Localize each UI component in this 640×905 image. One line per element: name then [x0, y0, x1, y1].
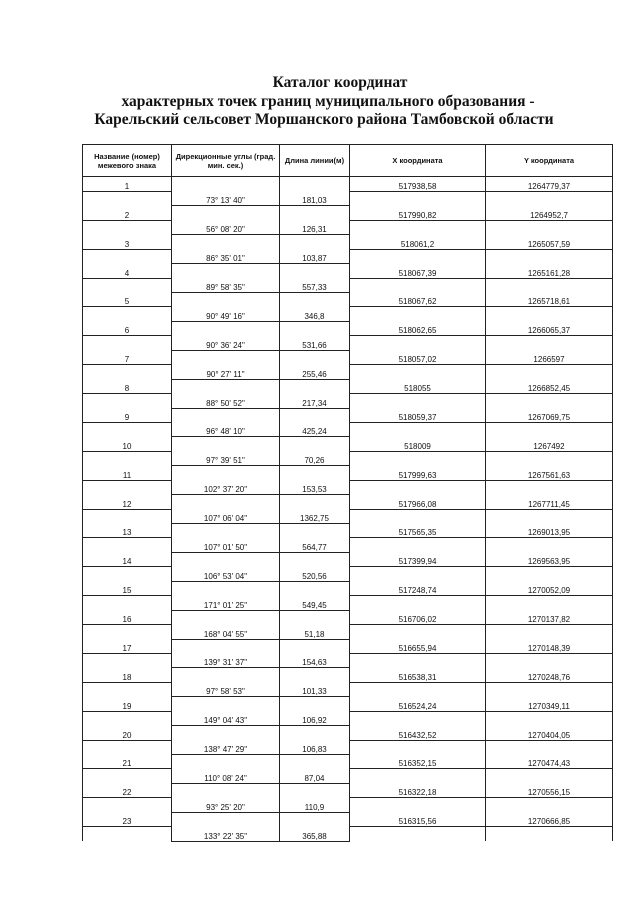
- empty-cell: [172, 235, 280, 249]
- table-row: [83, 408, 613, 422]
- line-length: 217,34: [280, 394, 350, 408]
- x-coordinate: 516524,24: [350, 697, 486, 711]
- empty-cell: [83, 365, 172, 379]
- empty-cell: [172, 293, 280, 307]
- y-coordinate: 1270349,11: [486, 697, 613, 711]
- header-y: Y координата: [486, 145, 613, 177]
- table-row: [83, 206, 613, 220]
- direction-angle: 107° 06' 04": [172, 509, 280, 523]
- empty-cell: [172, 726, 280, 740]
- y-coordinate: 1267711,45: [486, 495, 613, 509]
- y-coordinate: 1266852,45: [486, 379, 613, 393]
- point-name: 4: [83, 264, 172, 278]
- point-name: 18: [83, 668, 172, 682]
- direction-angle: 86° 35' 01": [172, 249, 280, 263]
- empty-cell: [486, 307, 613, 321]
- header-name: Название (номер) межевого знака: [83, 145, 172, 177]
- point-name: 14: [83, 552, 172, 566]
- empty-cell: [172, 379, 280, 393]
- empty-cell: [280, 783, 350, 797]
- y-coordinate: 1265057,59: [486, 235, 613, 249]
- line-length: 255,46: [280, 365, 350, 379]
- line-length: 87,04: [280, 769, 350, 783]
- x-coordinate: 517399,94: [350, 552, 486, 566]
- empty-cell: [350, 798, 486, 812]
- y-coordinate: 1270404,05: [486, 726, 613, 740]
- empty-cell: [350, 596, 486, 610]
- y-coordinate: 1267069,75: [486, 408, 613, 422]
- table-row: [83, 740, 613, 754]
- y-coordinate: 1270148,39: [486, 639, 613, 653]
- empty-cell: [350, 625, 486, 639]
- y-coordinate: 1270474,43: [486, 755, 613, 769]
- y-coordinate: 1266597: [486, 350, 613, 364]
- table-row: [83, 235, 613, 249]
- empty-cell: [83, 798, 172, 812]
- table-row: [83, 567, 613, 581]
- empty-cell: [350, 220, 486, 234]
- empty-cell: [350, 191, 486, 205]
- table-row: [83, 422, 613, 436]
- y-coordinate: 1265161,28: [486, 264, 613, 278]
- empty-cell: [172, 524, 280, 538]
- table-body: [83, 177, 613, 842]
- x-coordinate: 518061,2: [350, 235, 486, 249]
- empty-cell: [172, 350, 280, 364]
- empty-cell: [83, 191, 172, 205]
- y-coordinate: 1267492: [486, 437, 613, 451]
- empty-cell: [172, 552, 280, 566]
- point-name: 21: [83, 755, 172, 769]
- table-row: [83, 610, 613, 624]
- table-row: [83, 682, 613, 696]
- direction-angle: 89° 58' 35": [172, 278, 280, 292]
- empty-cell: [350, 769, 486, 783]
- empty-cell: [350, 336, 486, 350]
- table-row: [83, 451, 613, 465]
- empty-cell: [172, 581, 280, 595]
- empty-cell: [486, 278, 613, 292]
- table-row: [83, 755, 613, 769]
- direction-angle: 168° 04' 55": [172, 625, 280, 639]
- point-name: 3: [83, 235, 172, 249]
- direction-angle: 90° 49' 16": [172, 307, 280, 321]
- empty-cell: [172, 755, 280, 769]
- empty-cell: [486, 653, 613, 667]
- line-length: 425,24: [280, 422, 350, 436]
- empty-cell: [280, 697, 350, 711]
- line-length: 106,83: [280, 740, 350, 754]
- table-row: [83, 639, 613, 653]
- direction-angle: 133° 22' 35": [172, 827, 280, 841]
- x-coordinate: 518009: [350, 437, 486, 451]
- line-length: 106,92: [280, 711, 350, 725]
- empty-cell: [486, 451, 613, 465]
- empty-cell: [486, 249, 613, 263]
- empty-cell: [83, 625, 172, 639]
- x-coordinate: 517565,35: [350, 524, 486, 538]
- empty-cell: [280, 726, 350, 740]
- table-row: [83, 336, 613, 350]
- empty-cell: [172, 610, 280, 624]
- line-length: 101,33: [280, 682, 350, 696]
- line-length: 153,53: [280, 480, 350, 494]
- document-subtitle-line1: характерных точек границ муниципального образования -: [121, 93, 535, 110]
- empty-cell: [83, 740, 172, 754]
- point-name: 17: [83, 639, 172, 653]
- y-coordinate: 1266065,37: [486, 321, 613, 335]
- empty-cell: [486, 394, 613, 408]
- empty-cell: [486, 682, 613, 696]
- document-title: Каталог координат: [272, 74, 408, 91]
- empty-cell: [172, 668, 280, 682]
- y-coordinate: 1270248,76: [486, 668, 613, 682]
- table-row: [83, 394, 613, 408]
- point-name: 2: [83, 206, 172, 220]
- document-subtitle-line2: Карельский сельсовет Моршанского района Тамбовской области: [94, 111, 554, 128]
- empty-cell: [172, 495, 280, 509]
- empty-cell: [172, 264, 280, 278]
- empty-cell: [83, 827, 172, 841]
- line-length: 70,26: [280, 451, 350, 465]
- empty-cell: [83, 336, 172, 350]
- line-length: 520,56: [280, 567, 350, 581]
- empty-cell: [486, 336, 613, 350]
- line-length: 110,9: [280, 798, 350, 812]
- direction-angle: 90° 27' 11": [172, 365, 280, 379]
- line-length: 1362,75: [280, 509, 350, 523]
- empty-cell: [83, 682, 172, 696]
- empty-cell: [83, 567, 172, 581]
- point-name: 1: [83, 177, 172, 192]
- empty-cell: [83, 307, 172, 321]
- empty-cell: [280, 264, 350, 278]
- table-row: [83, 495, 613, 509]
- direction-angle: 139° 31' 37": [172, 653, 280, 667]
- empty-cell: [350, 278, 486, 292]
- empty-cell: [83, 769, 172, 783]
- table-row: [83, 711, 613, 725]
- empty-cell: [172, 639, 280, 653]
- point-name: 20: [83, 726, 172, 740]
- empty-cell: [350, 538, 486, 552]
- table-row: [83, 466, 613, 480]
- x-coordinate: 517999,63: [350, 466, 486, 480]
- x-coordinate: 516538,31: [350, 668, 486, 682]
- point-name: 9: [83, 408, 172, 422]
- table-row: [83, 278, 613, 292]
- x-coordinate: 518067,39: [350, 264, 486, 278]
- table-row: [83, 177, 613, 192]
- y-coordinate: 1269563,95: [486, 552, 613, 566]
- empty-cell: [350, 509, 486, 523]
- table-row: [83, 783, 613, 797]
- empty-cell: [486, 798, 613, 812]
- empty-cell: [350, 827, 486, 841]
- empty-cell: [350, 682, 486, 696]
- empty-cell: [350, 307, 486, 321]
- table-row: [83, 697, 613, 711]
- point-name: 12: [83, 495, 172, 509]
- x-coordinate: 517938,58: [350, 177, 486, 192]
- empty-cell: [486, 509, 613, 523]
- empty-cell: [486, 827, 613, 841]
- table-row: [83, 538, 613, 552]
- y-coordinate: 1264779,37: [486, 177, 613, 192]
- point-name: 8: [83, 379, 172, 393]
- line-length: 181,03: [280, 191, 350, 205]
- empty-cell: [486, 480, 613, 494]
- direction-angle: 97° 39' 51": [172, 451, 280, 465]
- direction-angle: 93° 25' 20": [172, 798, 280, 812]
- x-coordinate: 518055: [350, 379, 486, 393]
- header-length: Длина линии(м): [280, 145, 350, 177]
- table-row: [83, 249, 613, 263]
- empty-cell: [280, 755, 350, 769]
- empty-cell: [280, 668, 350, 682]
- table-row: [83, 769, 613, 783]
- empty-cell: [350, 740, 486, 754]
- empty-cell: [280, 350, 350, 364]
- empty-cell: [350, 365, 486, 379]
- line-length: 564,77: [280, 538, 350, 552]
- empty-cell: [83, 249, 172, 263]
- table-row: [83, 220, 613, 234]
- table-row: [83, 798, 613, 812]
- table-row: [83, 668, 613, 682]
- empty-cell: [172, 812, 280, 826]
- empty-cell: [172, 206, 280, 220]
- point-name: 5: [83, 293, 172, 307]
- y-coordinate: 1270137,82: [486, 610, 613, 624]
- table-row: [83, 307, 613, 321]
- y-coordinate: 1267561,63: [486, 466, 613, 480]
- table-row: [83, 350, 613, 364]
- empty-cell: [486, 625, 613, 639]
- direction-angle: 149° 04' 43": [172, 711, 280, 725]
- empty-cell: [350, 249, 486, 263]
- empty-cell: [172, 466, 280, 480]
- empty-cell: [486, 365, 613, 379]
- point-name: 23: [83, 812, 172, 826]
- point-name: 22: [83, 783, 172, 797]
- line-length: 557,33: [280, 278, 350, 292]
- empty-cell: [280, 408, 350, 422]
- empty-cell: [83, 711, 172, 725]
- line-length: 154,63: [280, 653, 350, 667]
- direction-angle: 106° 53' 04": [172, 567, 280, 581]
- x-coordinate: 517966,08: [350, 495, 486, 509]
- empty-cell: [83, 538, 172, 552]
- table-row: [83, 596, 613, 610]
- empty-cell: [486, 711, 613, 725]
- direction-angle: 107° 01' 50": [172, 538, 280, 552]
- y-coordinate: 1270666,85: [486, 812, 613, 826]
- empty-cell: [280, 206, 350, 220]
- direction-angle: 90° 36' 24": [172, 336, 280, 350]
- table-row: [83, 625, 613, 639]
- x-coordinate: 518067,62: [350, 293, 486, 307]
- empty-cell: [486, 538, 613, 552]
- table-row: [83, 581, 613, 595]
- empty-cell: [83, 220, 172, 234]
- line-length: 365,88: [280, 827, 350, 841]
- point-name: 7: [83, 350, 172, 364]
- empty-cell: [83, 451, 172, 465]
- empty-cell: [83, 394, 172, 408]
- x-coordinate: 516432,52: [350, 726, 486, 740]
- empty-cell: [280, 379, 350, 393]
- x-coordinate: 516706,02: [350, 610, 486, 624]
- x-coordinate: 516322,18: [350, 783, 486, 797]
- x-coordinate: 517990,82: [350, 206, 486, 220]
- empty-cell: [486, 596, 613, 610]
- table-row: [83, 379, 613, 393]
- x-coordinate: 517248,74: [350, 581, 486, 595]
- point-name: 11: [83, 466, 172, 480]
- empty-cell: [83, 596, 172, 610]
- x-coordinate: 516655,94: [350, 639, 486, 653]
- empty-cell: [83, 278, 172, 292]
- table-row: [83, 726, 613, 740]
- y-coordinate: 1269013,95: [486, 524, 613, 538]
- table-row: [83, 437, 613, 451]
- y-coordinate: 1270052,09: [486, 581, 613, 595]
- empty-cell: [486, 191, 613, 205]
- empty-cell: [350, 394, 486, 408]
- empty-cell: [172, 177, 280, 192]
- x-coordinate: 518062,65: [350, 321, 486, 335]
- empty-cell: [486, 567, 613, 581]
- direction-angle: 96° 48' 10": [172, 422, 280, 436]
- x-coordinate: 516315,56: [350, 812, 486, 826]
- direction-angle: 102° 37' 20": [172, 480, 280, 494]
- empty-cell: [280, 321, 350, 335]
- table-row: [83, 264, 613, 278]
- empty-cell: [350, 451, 486, 465]
- line-length: 531,66: [280, 336, 350, 350]
- empty-cell: [172, 408, 280, 422]
- direction-angle: 171° 01' 25": [172, 596, 280, 610]
- empty-cell: [486, 769, 613, 783]
- table-row: [83, 812, 613, 826]
- point-name: 15: [83, 581, 172, 595]
- empty-cell: [486, 422, 613, 436]
- direction-angle: 110° 08' 24": [172, 769, 280, 783]
- point-name: 10: [83, 437, 172, 451]
- x-coordinate: 518059,37: [350, 408, 486, 422]
- empty-cell: [280, 235, 350, 249]
- point-name: 19: [83, 697, 172, 711]
- line-length: 346,8: [280, 307, 350, 321]
- empty-cell: [280, 639, 350, 653]
- y-coordinate: 1265718,61: [486, 293, 613, 307]
- table-row: [83, 480, 613, 494]
- table-row: [83, 509, 613, 523]
- table-row: [83, 365, 613, 379]
- table-row: [83, 524, 613, 538]
- table-row: [83, 552, 613, 566]
- line-length: 51,18: [280, 625, 350, 639]
- point-name: 6: [83, 321, 172, 335]
- empty-cell: [350, 480, 486, 494]
- empty-cell: [172, 321, 280, 335]
- direction-angle: 73° 13' 40": [172, 191, 280, 205]
- empty-cell: [83, 422, 172, 436]
- empty-cell: [172, 437, 280, 451]
- empty-cell: [172, 697, 280, 711]
- direction-angle: 56° 08' 20": [172, 220, 280, 234]
- line-length: 549,45: [280, 596, 350, 610]
- y-coordinate: 1264952,7: [486, 206, 613, 220]
- direction-angle: 138° 47' 29": [172, 740, 280, 754]
- empty-cell: [280, 293, 350, 307]
- y-coordinate: 1270556,15: [486, 783, 613, 797]
- empty-cell: [350, 567, 486, 581]
- table-row: [83, 321, 613, 335]
- empty-cell: [486, 740, 613, 754]
- line-length: 126,31: [280, 220, 350, 234]
- point-name: 13: [83, 524, 172, 538]
- empty-cell: [280, 495, 350, 509]
- empty-cell: [83, 653, 172, 667]
- direction-angle: 97° 58' 53": [172, 682, 280, 696]
- point-name: 16: [83, 610, 172, 624]
- table-row: [83, 827, 613, 841]
- empty-cell: [280, 552, 350, 566]
- direction-angle: 88° 50' 52": [172, 394, 280, 408]
- empty-cell: [280, 437, 350, 451]
- coordinates-table: [82, 144, 613, 842]
- empty-cell: [280, 524, 350, 538]
- empty-cell: [280, 466, 350, 480]
- table-row: [83, 653, 613, 667]
- table-row: [83, 191, 613, 205]
- x-coordinate: 518057,02: [350, 350, 486, 364]
- empty-cell: [172, 783, 280, 797]
- empty-cell: [83, 480, 172, 494]
- empty-cell: [83, 509, 172, 523]
- table-header-row: [83, 145, 613, 177]
- empty-cell: [486, 220, 613, 234]
- line-length: 103,87: [280, 249, 350, 263]
- x-coordinate: 516352,15: [350, 755, 486, 769]
- empty-cell: [350, 653, 486, 667]
- empty-cell: [280, 812, 350, 826]
- header-angle: Дирекционные углы (град. мин. сек.): [172, 145, 280, 177]
- empty-cell: [350, 711, 486, 725]
- header-x: X координата: [350, 145, 486, 177]
- empty-cell: [350, 422, 486, 436]
- empty-cell: [280, 581, 350, 595]
- empty-cell: [280, 177, 350, 192]
- table-row: [83, 293, 613, 307]
- empty-cell: [280, 610, 350, 624]
